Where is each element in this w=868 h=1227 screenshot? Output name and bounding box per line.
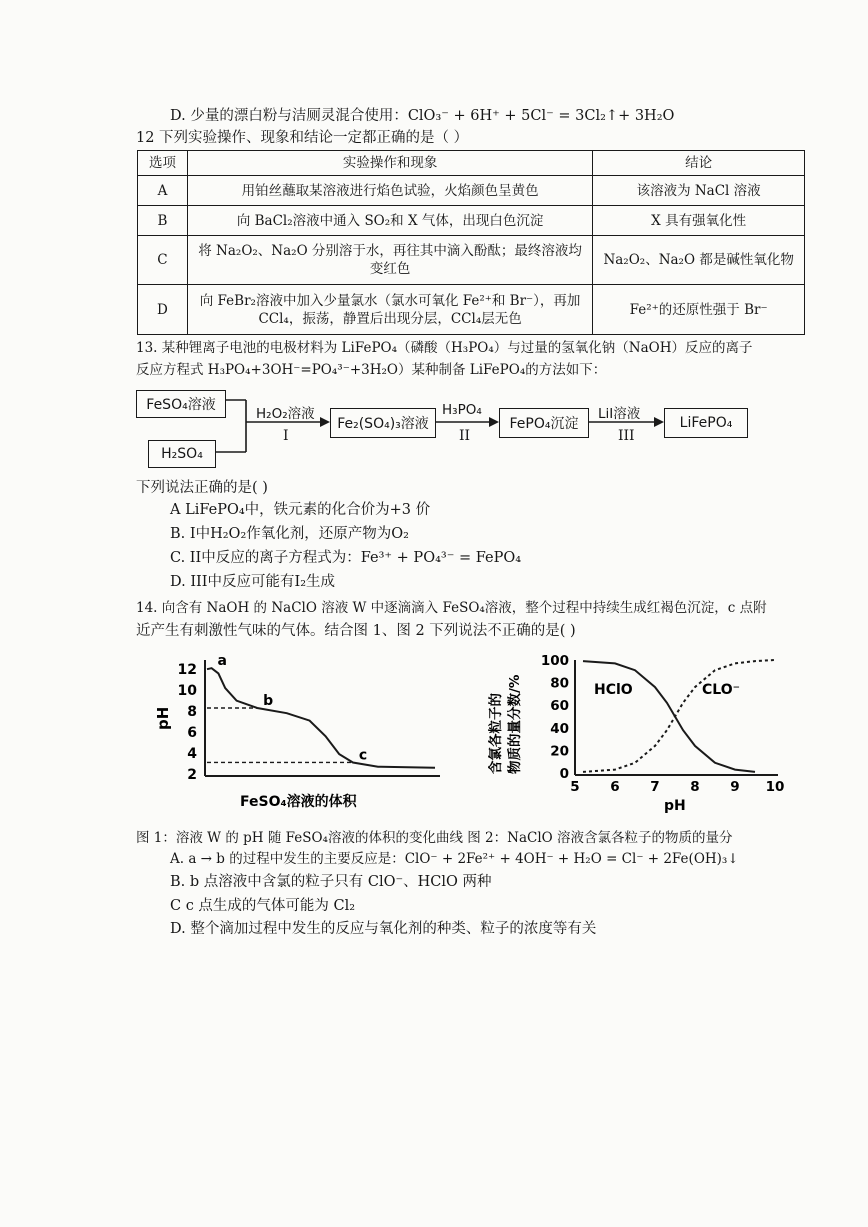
flow-reagent-h2o2: H₂O₂溶液 xyxy=(256,406,315,422)
row-conclusion: Fe²⁺的还原性强于 Br⁻ xyxy=(593,285,805,335)
flow-step-1: I xyxy=(283,428,289,444)
hclo-series-line xyxy=(583,661,755,772)
q13-ask: 下列说法正确的是( ) xyxy=(136,480,268,496)
fraction-y-tick-label: 0 xyxy=(559,766,569,782)
fraction-x-tick-label: 9 xyxy=(730,779,740,795)
header-operation: 实验操作和现象 xyxy=(187,151,592,176)
ph-dashed-guides xyxy=(207,708,353,762)
table-row xyxy=(138,206,805,236)
fraction-x-tick-label: 7 xyxy=(650,779,660,795)
clo-series-line xyxy=(583,660,775,772)
row-conclusion: 该溶液为 NaCl 溶液 xyxy=(593,176,805,206)
ph-x-axis-label: FeSO₄溶液的体积 xyxy=(240,794,357,810)
table-row xyxy=(138,236,805,285)
flow-box-fepo4: FePO₄沉淀 xyxy=(499,408,589,438)
ph-y-ticks xyxy=(178,662,198,783)
fraction-x-tick-label: 5 xyxy=(570,779,580,795)
fraction-x-axis-label: pH xyxy=(664,798,686,814)
q13-line2: 反应方程式 H₃PO₄+3OH⁻=PO₄³⁻+3H₂O）某种制备 LiFePO₄的方法如下： xyxy=(136,362,607,378)
fraction-chart xyxy=(478,648,800,816)
ph-tick-label: 12 xyxy=(177,662,197,679)
q13-option-d: D. III中反应可能有I₂生成 xyxy=(170,574,336,590)
q14-option-c: C c 点生成的气体可能为 Cl₂ xyxy=(170,898,356,914)
ph-tick-label: 6 xyxy=(187,725,197,742)
row-operation: 向 BaCl₂溶液中通入 SO₂和 X 气体，出现白色沉淀 xyxy=(187,206,592,236)
q13-option-b: B. I中H₂O₂作氧化剂，还原产物为O₂ xyxy=(170,526,409,542)
flow-box-lifepo4: LiFePO₄ xyxy=(664,408,748,438)
ph-point-label: c xyxy=(358,747,368,764)
q14-option-d: D. 整个滴加过程中发生的反应与氧化剂的种类、粒子的浓度等有关 xyxy=(170,921,597,937)
ph-tick-label: 2 xyxy=(187,767,197,783)
fraction-x-tick-label: 10 xyxy=(765,779,785,795)
fraction-axis-label-line2: 物质的量分数/% xyxy=(507,674,523,774)
ph-tick-label: 10 xyxy=(177,683,197,700)
fraction-y-tick-label: 80 xyxy=(550,675,569,692)
ph-tick-label: 4 xyxy=(187,746,197,763)
row-option: D xyxy=(138,285,188,335)
row-option: A xyxy=(138,176,188,206)
ph-curve xyxy=(207,668,435,768)
row-operation: 用铂丝蘸取某溶液进行焰色试验，火焰颜色呈黄色 xyxy=(187,176,592,206)
row-operation: 向 FeBr₂溶液中加入少量氯水（氯水可氧化 Fe²⁺和 Br⁻），再加 CCl₄，振荡，静置后出现分层，CCl₄层无色 xyxy=(187,285,592,335)
fraction-y-tick-label: 60 xyxy=(550,698,569,715)
row-option: B xyxy=(138,206,188,236)
fraction-x-tick-label: 8 xyxy=(690,779,700,795)
flow-box-h2so4: H₂SO₄ xyxy=(148,440,216,468)
table-header-row xyxy=(138,151,805,176)
fraction-y-tick-label: 40 xyxy=(550,720,569,737)
q12-table xyxy=(137,150,805,335)
header-option: 选项 xyxy=(138,151,188,176)
fraction-y-tick-label: 100 xyxy=(540,653,569,669)
header-conclusion: 结论 xyxy=(593,151,805,176)
ph-tick-label: 8 xyxy=(187,704,197,721)
row-conclusion: Na₂O₂、Na₂O 都是碱性氧化物 xyxy=(593,236,805,285)
hclo-series-label: HClO xyxy=(594,682,633,698)
fraction-y-tick-label: 20 xyxy=(550,743,569,760)
q14-option-b: B. b 点溶液中含氯的粒子只有 ClO⁻、HClO 两种 xyxy=(170,874,492,890)
q12-stem: 12 下列实验操作、现象和结论一定都正确的是（ ） xyxy=(136,130,469,146)
ph-point-label: b xyxy=(263,693,274,709)
row-option: C xyxy=(138,236,188,285)
table-row xyxy=(138,176,805,206)
ph-axis-label: pH xyxy=(154,706,172,730)
flow-step-3: III xyxy=(618,428,635,444)
ph-point-label: a xyxy=(217,653,228,670)
fraction-axis-label xyxy=(487,674,523,774)
ph-curve-chart xyxy=(150,648,450,816)
fraction-axis-label-line1: 含氯各粒子的 xyxy=(488,693,504,774)
row-operation: 将 Na₂O₂、Na₂O 分别溶于水，再往其中滴入酚酞；最终溶液均变红色 xyxy=(187,236,592,285)
flow-box-fe2so43: Fe₂(SO₄)₃溶液 xyxy=(330,408,436,438)
q11-option-d: D. 少量的漂白粉与洁厕灵混合使用：ClO₃⁻ + 6H⁺ + 5Cl⁻ = 3Cl₂↑+ 3H₂O xyxy=(170,108,675,124)
q14-line1: 14. 向含有 NaOH 的 NaClO 溶液 W 中逐滴滴入 FeSO₄溶液，整个过程中持续生成红褐色沉淀，c 点附 xyxy=(136,600,767,616)
flow-reagent-h3po4: H₃PO₄ xyxy=(442,402,482,418)
q13-option-c: C. II中反应的离子方程式为：Fe³⁺ + PO₄³⁻ = FePO₄ xyxy=(170,550,522,566)
figure-caption: 图 1：溶液 W 的 pH 随 FeSO₄溶液的体积的变化曲线 图 2：NaClO 溶液含氯各粒子的物质的量分 xyxy=(136,830,733,846)
row-conclusion: X 具有强氧化性 xyxy=(593,206,805,236)
q14-line2: 近产生有刺激性气味的气体。结合图 1、图 2 下列说法不正确的是( ) xyxy=(136,623,576,639)
fraction-x-tick-label: 6 xyxy=(610,779,620,795)
flow-box-feso4: FeSO₄溶液 xyxy=(136,390,226,418)
q13-line1: 13. 某种锂离子电池的电极材料为 LiFePO₄（磷酸（H₃PO₄）与过量的氢氧化钠（NaOH）反应的离子 xyxy=(136,340,753,356)
table-row xyxy=(138,285,805,335)
clo-series-label: CLO⁻ xyxy=(702,682,740,698)
q14-option-a: A. a → b 的过程中发生的主要反应是：ClO⁻ + 2Fe²⁺ + 4OH⁻ + H₂O = Cl⁻ + 2Fe(OH)₃↓ xyxy=(170,851,739,867)
ph-point-labels xyxy=(218,653,368,763)
flow-step-2: II xyxy=(459,428,471,444)
q13-option-a: A LiFePO₄中，铁元素的化合价为+3 价 xyxy=(170,502,431,518)
fraction-ticks xyxy=(541,653,785,795)
flow-reagent-lii: LiI溶液 xyxy=(598,406,641,422)
